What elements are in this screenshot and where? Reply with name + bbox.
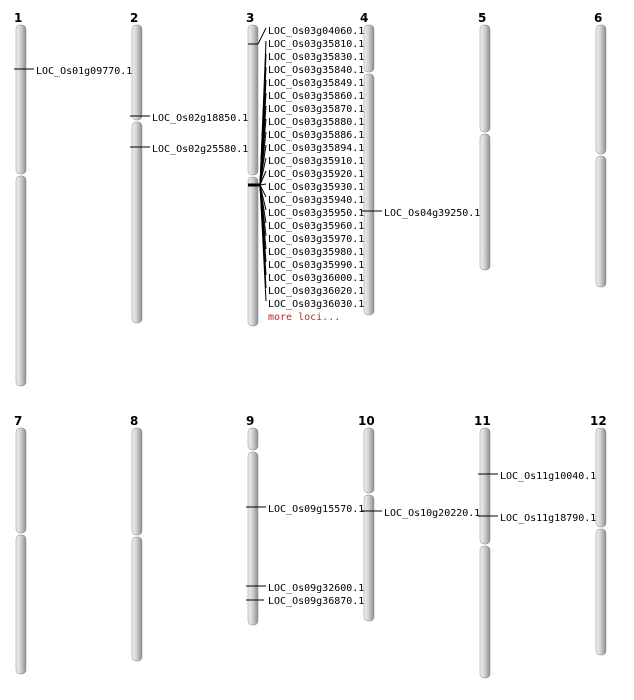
locus-label[interactable]: LOC_Os03g35940.1: [268, 195, 365, 206]
chromosome-9-p-arm[interactable]: [248, 428, 258, 450]
locus-label[interactable]: LOC_Os03g36030.1: [268, 299, 365, 310]
chromosome-11-q-arm[interactable]: [480, 546, 490, 678]
chromosome-10-q-arm[interactable]: [364, 495, 374, 621]
chromosome-3-p-arm[interactable]: [248, 25, 258, 175]
locus-label[interactable]: LOC_Os03g35860.1: [268, 91, 365, 102]
locus-label[interactable]: LOC_Os03g35830.1: [268, 52, 365, 63]
chromosome-number-10: 10: [358, 414, 375, 428]
locus-label[interactable]: LOC_Os03g35930.1: [268, 182, 365, 193]
chromosome-8-q-arm[interactable]: [132, 537, 142, 661]
more-loci-link[interactable]: more loci...: [268, 312, 341, 323]
chromosome-number-12: 12: [590, 414, 607, 428]
chromosome-number-9: 9: [246, 414, 255, 428]
chromosome-9-q-arm[interactable]: [248, 452, 258, 625]
chromosome-8-p-arm[interactable]: [132, 428, 142, 535]
chromosome-1-q-arm[interactable]: [16, 176, 26, 386]
locus-label[interactable]: LOC_Os03g36020.1: [268, 286, 365, 297]
locus-label[interactable]: LOC_Os11g18790.1: [500, 513, 597, 524]
chromosome-12-p-arm[interactable]: [596, 428, 606, 527]
locus-label[interactable]: LOC_Os03g35840.1: [268, 65, 365, 76]
chromosome-4-p-arm[interactable]: [364, 25, 374, 72]
locus-label[interactable]: LOC_Os03g35886.1: [268, 130, 365, 141]
chromosome-12-q-arm[interactable]: [596, 529, 606, 655]
locus-label[interactable]: LOC_Os03g35980.1: [268, 247, 365, 258]
locus-connector: [258, 28, 266, 44]
chromosome-7-p-arm[interactable]: [16, 428, 26, 533]
chromosome-5-q-arm[interactable]: [480, 134, 490, 270]
chromosome-6-q-arm[interactable]: [596, 156, 606, 287]
chromosome-number-5: 5: [478, 11, 487, 25]
locus-label[interactable]: LOC_Os09g15570.1: [268, 504, 365, 515]
locus-label[interactable]: LOC_Os02g25580.1: [152, 144, 249, 155]
chromosome-number-6: 6: [594, 11, 603, 25]
locus-label[interactable]: LOC_Os03g35849.1: [268, 78, 365, 89]
chromosome-2-q-arm[interactable]: [132, 122, 142, 323]
chromosome-6-p-arm[interactable]: [596, 25, 606, 154]
chromosome-1-p-arm[interactable]: [16, 25, 26, 174]
chromosome-11-p-arm[interactable]: [480, 428, 490, 544]
chromosome-2-p-arm[interactable]: [132, 25, 142, 120]
chromosome-10-p-arm[interactable]: [364, 428, 374, 493]
locus-label[interactable]: LOC_Os03g35960.1: [268, 221, 365, 232]
locus-label[interactable]: LOC_Os03g35870.1: [268, 104, 365, 115]
locus-label[interactable]: LOC_Os03g35810.1: [268, 39, 365, 50]
chromosome-5-p-arm[interactable]: [480, 25, 490, 132]
locus-label[interactable]: LOC_Os03g35880.1: [268, 117, 365, 128]
locus-label[interactable]: LOC_Os11g10040.1: [500, 471, 597, 482]
chromosome-number-2: 2: [130, 11, 139, 25]
locus-label[interactable]: LOC_Os01g09770.1: [36, 66, 133, 77]
locus-label[interactable]: LOC_Os04g39250.1: [384, 208, 481, 219]
locus-label[interactable]: LOC_Os03g35920.1: [268, 169, 365, 180]
chromosome-number-11: 11: [474, 414, 491, 428]
chromosome-number-3: 3: [246, 11, 255, 25]
chromosome-7-q-arm[interactable]: [16, 535, 26, 674]
chromosome-number-8: 8: [130, 414, 139, 428]
locus-label[interactable]: LOC_Os09g32600.1: [268, 583, 365, 594]
locus-label[interactable]: LOC_Os03g35990.1: [268, 260, 365, 271]
chromosome-number-1: 1: [14, 11, 23, 25]
locus-label[interactable]: LOC_Os03g35894.1: [268, 143, 365, 154]
chromosome-number-7: 7: [14, 414, 23, 428]
locus-label[interactable]: LOC_Os02g18850.1: [152, 113, 249, 124]
chromosome-3-q-arm[interactable]: [248, 177, 258, 326]
chromosome-4-q-arm[interactable]: [364, 74, 374, 315]
locus-label[interactable]: LOC_Os03g35950.1: [268, 208, 365, 219]
chromosome-number-4: 4: [360, 11, 369, 25]
locus-label[interactable]: LOC_Os03g04060.1: [268, 26, 365, 37]
locus-label[interactable]: LOC_Os03g35970.1: [268, 234, 365, 245]
locus-label[interactable]: LOC_Os03g35910.1: [268, 156, 365, 167]
locus-label[interactable]: LOC_Os03g36000.1: [268, 273, 365, 284]
locus-label[interactable]: LOC_Os10g20220.1: [384, 508, 481, 519]
locus-label[interactable]: LOC_Os09g36870.1: [268, 596, 365, 607]
